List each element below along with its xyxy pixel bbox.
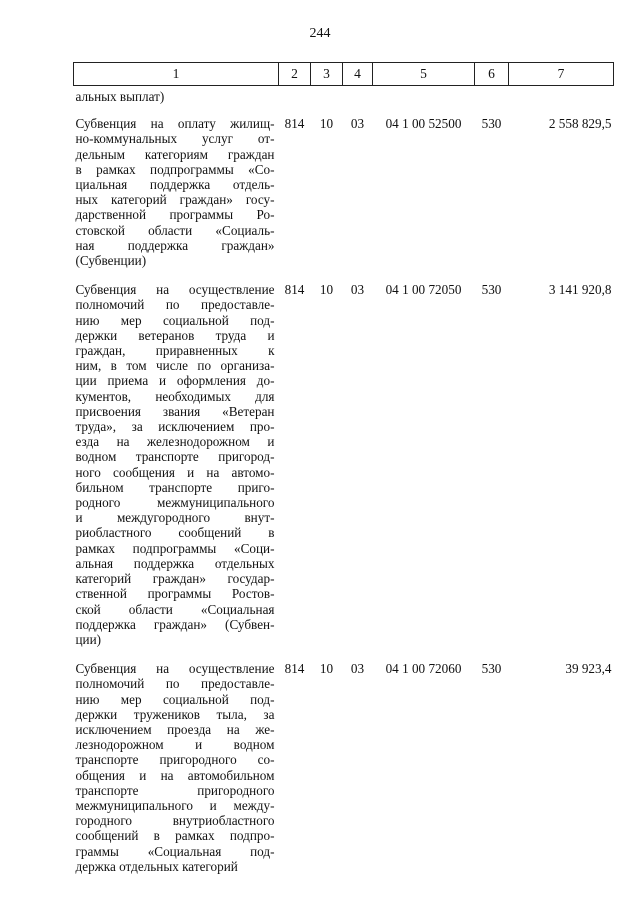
- description-line: кументов, необходимых для: [75, 388, 275, 404]
- description-line: альная поддержка отдельных: [75, 555, 275, 571]
- table-row: [74, 661, 614, 888]
- description-line: ных категорий граждан» госу-: [75, 192, 275, 208]
- section-code: 10: [319, 282, 334, 298]
- expense-type-code: 530: [481, 116, 502, 132]
- description-line: держки тружеников тыла, за: [75, 706, 275, 722]
- description-line: граждан, приравненных к: [75, 343, 275, 359]
- description-line: транспорте пригородного со-: [75, 752, 275, 768]
- description-line: полномочий по предоставле-: [75, 676, 275, 692]
- column-header-7: 7: [509, 63, 614, 86]
- description-line: держки ветеранов труда и: [75, 327, 275, 343]
- description-line: нию мер социальной под-: [75, 312, 275, 328]
- description-line: ная поддержка граждан»: [75, 237, 275, 253]
- row-description: [74, 282, 279, 661]
- description-line: езда на железнодорожном и: [75, 434, 275, 450]
- description-line: поддержка граждан» (Субвен-: [75, 616, 275, 632]
- description-line: ственной программы Ростов-: [75, 586, 275, 602]
- target-article-code: 04 1 00 52500: [385, 116, 462, 132]
- target-article-code: 04 1 00 72050: [385, 282, 462, 298]
- expense-type-code: 530: [481, 661, 502, 677]
- column-header-5: 5: [373, 63, 475, 86]
- description-line: ного сообщения и на автомо-: [75, 464, 275, 480]
- description-line: Субвенция на осуществление: [75, 661, 275, 677]
- column-header-4: 4: [343, 63, 373, 86]
- budget-table: [73, 62, 614, 888]
- description-line: нию мер социальной под-: [75, 691, 275, 707]
- expense-type-code: 530: [481, 282, 502, 298]
- description-line: лезнодорожном и водном: [75, 737, 275, 753]
- description-line: в рамках подпрограммы «Со-: [75, 161, 275, 177]
- description-line: водном транспорте пригород-: [75, 449, 275, 465]
- continuation-row: [74, 86, 614, 117]
- description-line: и междугородного внут-: [75, 510, 275, 526]
- description-line: но-коммунальных услуг от-: [75, 131, 275, 147]
- description-line: транспорте пригородного: [75, 782, 275, 798]
- description-line: межмуниципального и между-: [75, 797, 275, 813]
- description-line: циальная поддержка отдель-: [75, 177, 275, 193]
- description-line: риобластного сообщений в: [75, 525, 275, 541]
- description-line: присвоения звания «Ветеран: [75, 403, 275, 419]
- description-line: дельным категориям граждан: [75, 146, 275, 162]
- column-header-6: 6: [475, 63, 509, 86]
- description-line: полномочий по предоставле-: [75, 297, 275, 313]
- page-number: 244: [309, 26, 331, 41]
- description-line: держка отдельных категорий: [75, 858, 238, 874]
- amount-value: 2 558 829,5: [548, 116, 612, 132]
- description-line: городного внутриобластного: [75, 813, 275, 829]
- description-line: исключением проезда на же-: [75, 721, 275, 737]
- description-line: рамках подпрограммы «Соци-: [75, 540, 275, 556]
- description-line: бильном транспорте приго-: [75, 479, 275, 495]
- description-line: категорий граждан» государ-: [75, 571, 275, 587]
- description-line: общения и на автомобильном: [75, 767, 275, 783]
- description-line: дарственной программы Ро-: [75, 207, 275, 223]
- description-line: труда», за исключением про-: [75, 419, 275, 435]
- amount-value: 39 923,4: [565, 661, 612, 677]
- target-article-code: 04 1 00 72060: [385, 661, 462, 677]
- admin-code: 814: [284, 661, 305, 677]
- description-line: (Субвенции): [75, 253, 147, 269]
- description-line: родного межмуниципального: [75, 495, 275, 511]
- subsection-code: 03: [350, 282, 365, 298]
- description-line: ним, в том числе по организа-: [75, 358, 275, 374]
- column-header-2: 2: [279, 63, 311, 86]
- column-header-3: 3: [311, 63, 343, 86]
- amount-value: 3 141 920,8: [548, 282, 612, 298]
- table-header-row: [74, 63, 614, 86]
- row-description: [74, 116, 279, 282]
- table-row: [74, 116, 614, 282]
- description-line: ции приема и оформления до-: [75, 373, 275, 389]
- subsection-code: 03: [350, 661, 365, 677]
- description-line: ции): [75, 631, 102, 647]
- continuation-text: альных выплат): [75, 89, 165, 104]
- column-header-1: 1: [74, 63, 279, 86]
- description-line: сообщений в рамках подпро-: [75, 828, 275, 844]
- section-code: 10: [319, 116, 334, 132]
- subsection-code: 03: [350, 116, 365, 132]
- row-description: [74, 661, 279, 888]
- description-line: граммы «Социальная под-: [75, 843, 275, 859]
- table-row: [74, 282, 614, 661]
- admin-code: 814: [284, 282, 305, 298]
- admin-code: 814: [284, 116, 305, 132]
- section-code: 10: [319, 661, 334, 677]
- description-line: Субвенция на осуществление: [75, 282, 275, 298]
- description-line: стовской области «Социаль-: [75, 222, 275, 238]
- description-line: Субвенция на оплату жилищ-: [75, 116, 275, 132]
- description-line: ской области «Социальная: [75, 601, 275, 617]
